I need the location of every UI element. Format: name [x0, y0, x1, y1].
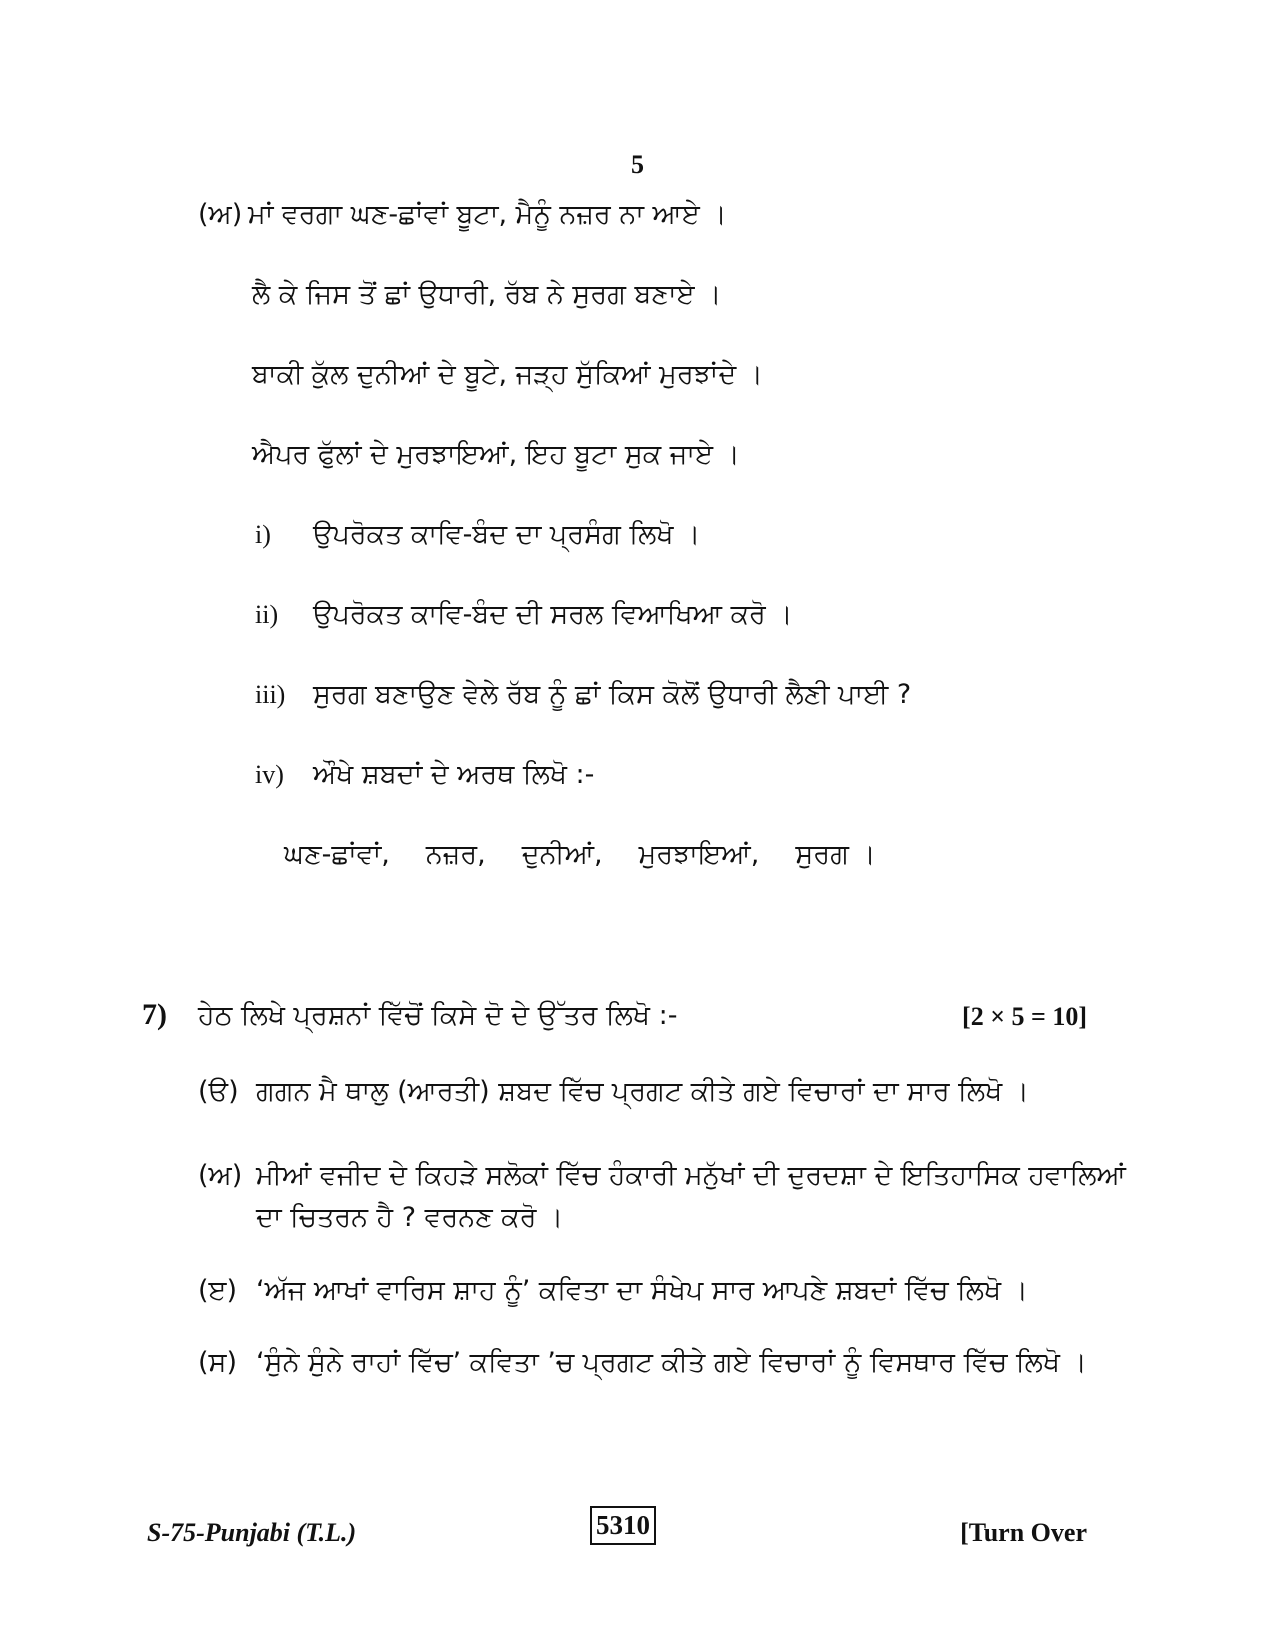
poem-line-3: ਬਾਕੀ ਕੁੱਲ ਦੁਨੀਆਂ ਦੇ ਬੂਟੇ, ਜੜ੍ਹ ਸੁੱਕਿਆਂ ਮੁਰਝਾਂਦੇ । — [252, 359, 763, 390]
question-7-item-4 — [198, 1346, 1138, 1380]
question-text: ਔਖੇ ਸ਼ਬਦਾਂ ਦੇ ਅਰਥ ਲਿਖੋ :- — [313, 759, 595, 790]
item-text: ‘ਸੁੰਨੇ ਸੁੰਨੇ ਰਾਹਾਂ ਵਿੱਚ’ ਕਵਿਤਾ ’ਚ ਪ੍ਰਗਟ ਕੀਤੇ ਗਏ ਵਿਚਾਰਾਂ ਨੂੰ ਵਿਸਥਾਰ ਵਿੱਚ ਲਿਖੋ । — [256, 1347, 1087, 1378]
page-number: 5 — [631, 150, 644, 179]
poem-marker: (ਅ) — [198, 199, 243, 230]
difficult-words — [284, 838, 876, 872]
question-number: iv) — [255, 760, 284, 789]
poem-question-3 — [255, 678, 911, 712]
word: ਸੁਰਗ । — [795, 839, 876, 870]
question-text: ਸੁਰਗ ਬਣਾਉਣ ਵੇਲੇ ਰੱਬ ਨੂੰ ਛਾਂ ਕਿਸ ਕੋਲੋਂ ਉਧਾਰੀ ਲੈਣੀ ਪਾਈ ? — [313, 679, 912, 710]
question-7-item-1 — [198, 1075, 1138, 1109]
question-number: 7) — [142, 998, 167, 1031]
turn-over: [Turn Over — [960, 1518, 1087, 1547]
paper-code: S-75-Punjabi (T.L.) — [147, 1518, 357, 1547]
item-marker: (ਸ) — [198, 1347, 238, 1378]
item-marker: (ੲ) — [198, 1275, 238, 1306]
item-text: ‘ਅੱਜ ਆਖਾਂ ਵਾਰਿਸ ਸ਼ਾਹ ਨੂੰ’ ਕਵਿਤਾ ਦਾ ਸੰਖੇਪ ਸਾਰ ਆਪਣੇ ਸ਼ਬਦਾਂ ਵਿੱਚ ਲਿਖੋ । — [256, 1275, 1028, 1306]
word: ਘਣ-ਛਾਂਵਾਂ, — [284, 839, 390, 870]
poem-line-2: ਲੈ ਕੇ ਜਿਸ ਤੋਂ ਛਾਂ ਉਧਾਰੀ, ਰੱਬ ਨੇ ਸੁਰਗ ਬਣਾਏ । — [252, 279, 722, 310]
question-7-item-3 — [198, 1274, 1138, 1308]
question-number: iii) — [255, 680, 286, 709]
item-marker: (ੳ) — [198, 1076, 239, 1107]
question-number: ii) — [255, 600, 279, 629]
word: ਮੁਰਝਾਇਆਂ, — [638, 839, 760, 870]
booklet-number: 5310 — [590, 1506, 656, 1545]
poem-question-4 — [255, 758, 594, 792]
poem-question-2 — [255, 598, 793, 632]
poem-line-1 — [198, 198, 727, 232]
marks-allocation: [2 × 5 = 10] — [962, 1002, 1087, 1031]
question-7-item-2 — [198, 1155, 1138, 1239]
item-marker: (ਅ) — [198, 1160, 243, 1191]
item-text: ਮੀਆਂ ਵਜੀਦ ਦੇ ਕਿਹੜੇ ਸਲੋਕਾਂ ਵਿੱਚ ਹੰਕਾਰੀ ਮਨੁੱਖਾਂ ਦੀ ਦੁਰਦਸ਼ਾ ਦੇ ਇਤਿਹਾਸਿਕ ਹਵਾਲਿਆਂ ਦਾ ਚਿਤਰਨ ਹੈ ? ਵਰਨਣ ਕਰੋ । — [256, 1160, 1126, 1233]
question-7-heading — [142, 998, 677, 1033]
word: ਦੁਨੀਆਂ, — [521, 839, 603, 870]
poem-line-4: ਐਪਰ ਫੁੱਲਾਂ ਦੇ ਮੁਰਝਾਇਆਂ, ਇਹ ਬੂਟਾ ਸੁਕ ਜਾਏ । — [252, 439, 740, 470]
item-text: ਗਗਨ ਮੈ ਥਾਲੁ (ਆਰਤੀ) ਸ਼ਬਦ ਵਿੱਚ ਪ੍ਰਗਟ ਕੀਤੇ ਗਏ ਵਿਚਾਰਾਂ ਦਾ ਸਾਰ ਲਿਖੋ । — [256, 1076, 1029, 1107]
word: ਨਜ਼ਰ, — [425, 839, 486, 870]
question-text: ਉਪਰੋਕਤ ਕਾਵਿ-ਬੰਦ ਦਾ ਪ੍ਰਸੰਗ ਲਿਖੋ । — [313, 519, 701, 550]
question-number: i) — [255, 520, 271, 549]
question-text: ਉਪਰੋਕਤ ਕਾਵਿ-ਬੰਦ ਦੀ ਸਰਲ ਵਿਆਖਿਆ ਕਰੋ । — [313, 599, 793, 630]
poem-question-1 — [255, 518, 700, 552]
question-7-text: ਹੇਠ ਲਿਖੇ ਪ੍ਰਸ਼ਨਾਂ ਵਿੱਚੋਂ ਕਿਸੇ ਦੋ ਦੇ ਉੱਤਰ ਲਿਖੋ :- — [198, 1000, 678, 1031]
poem-line-text: ਮਾਂ ਵਰਗਾ ਘਣ-ਛਾਂਵਾਂ ਬੂਟਾ, ਮੈਨੂੰ ਨਜ਼ਰ ਨਾ ਆਏ । — [248, 199, 727, 230]
